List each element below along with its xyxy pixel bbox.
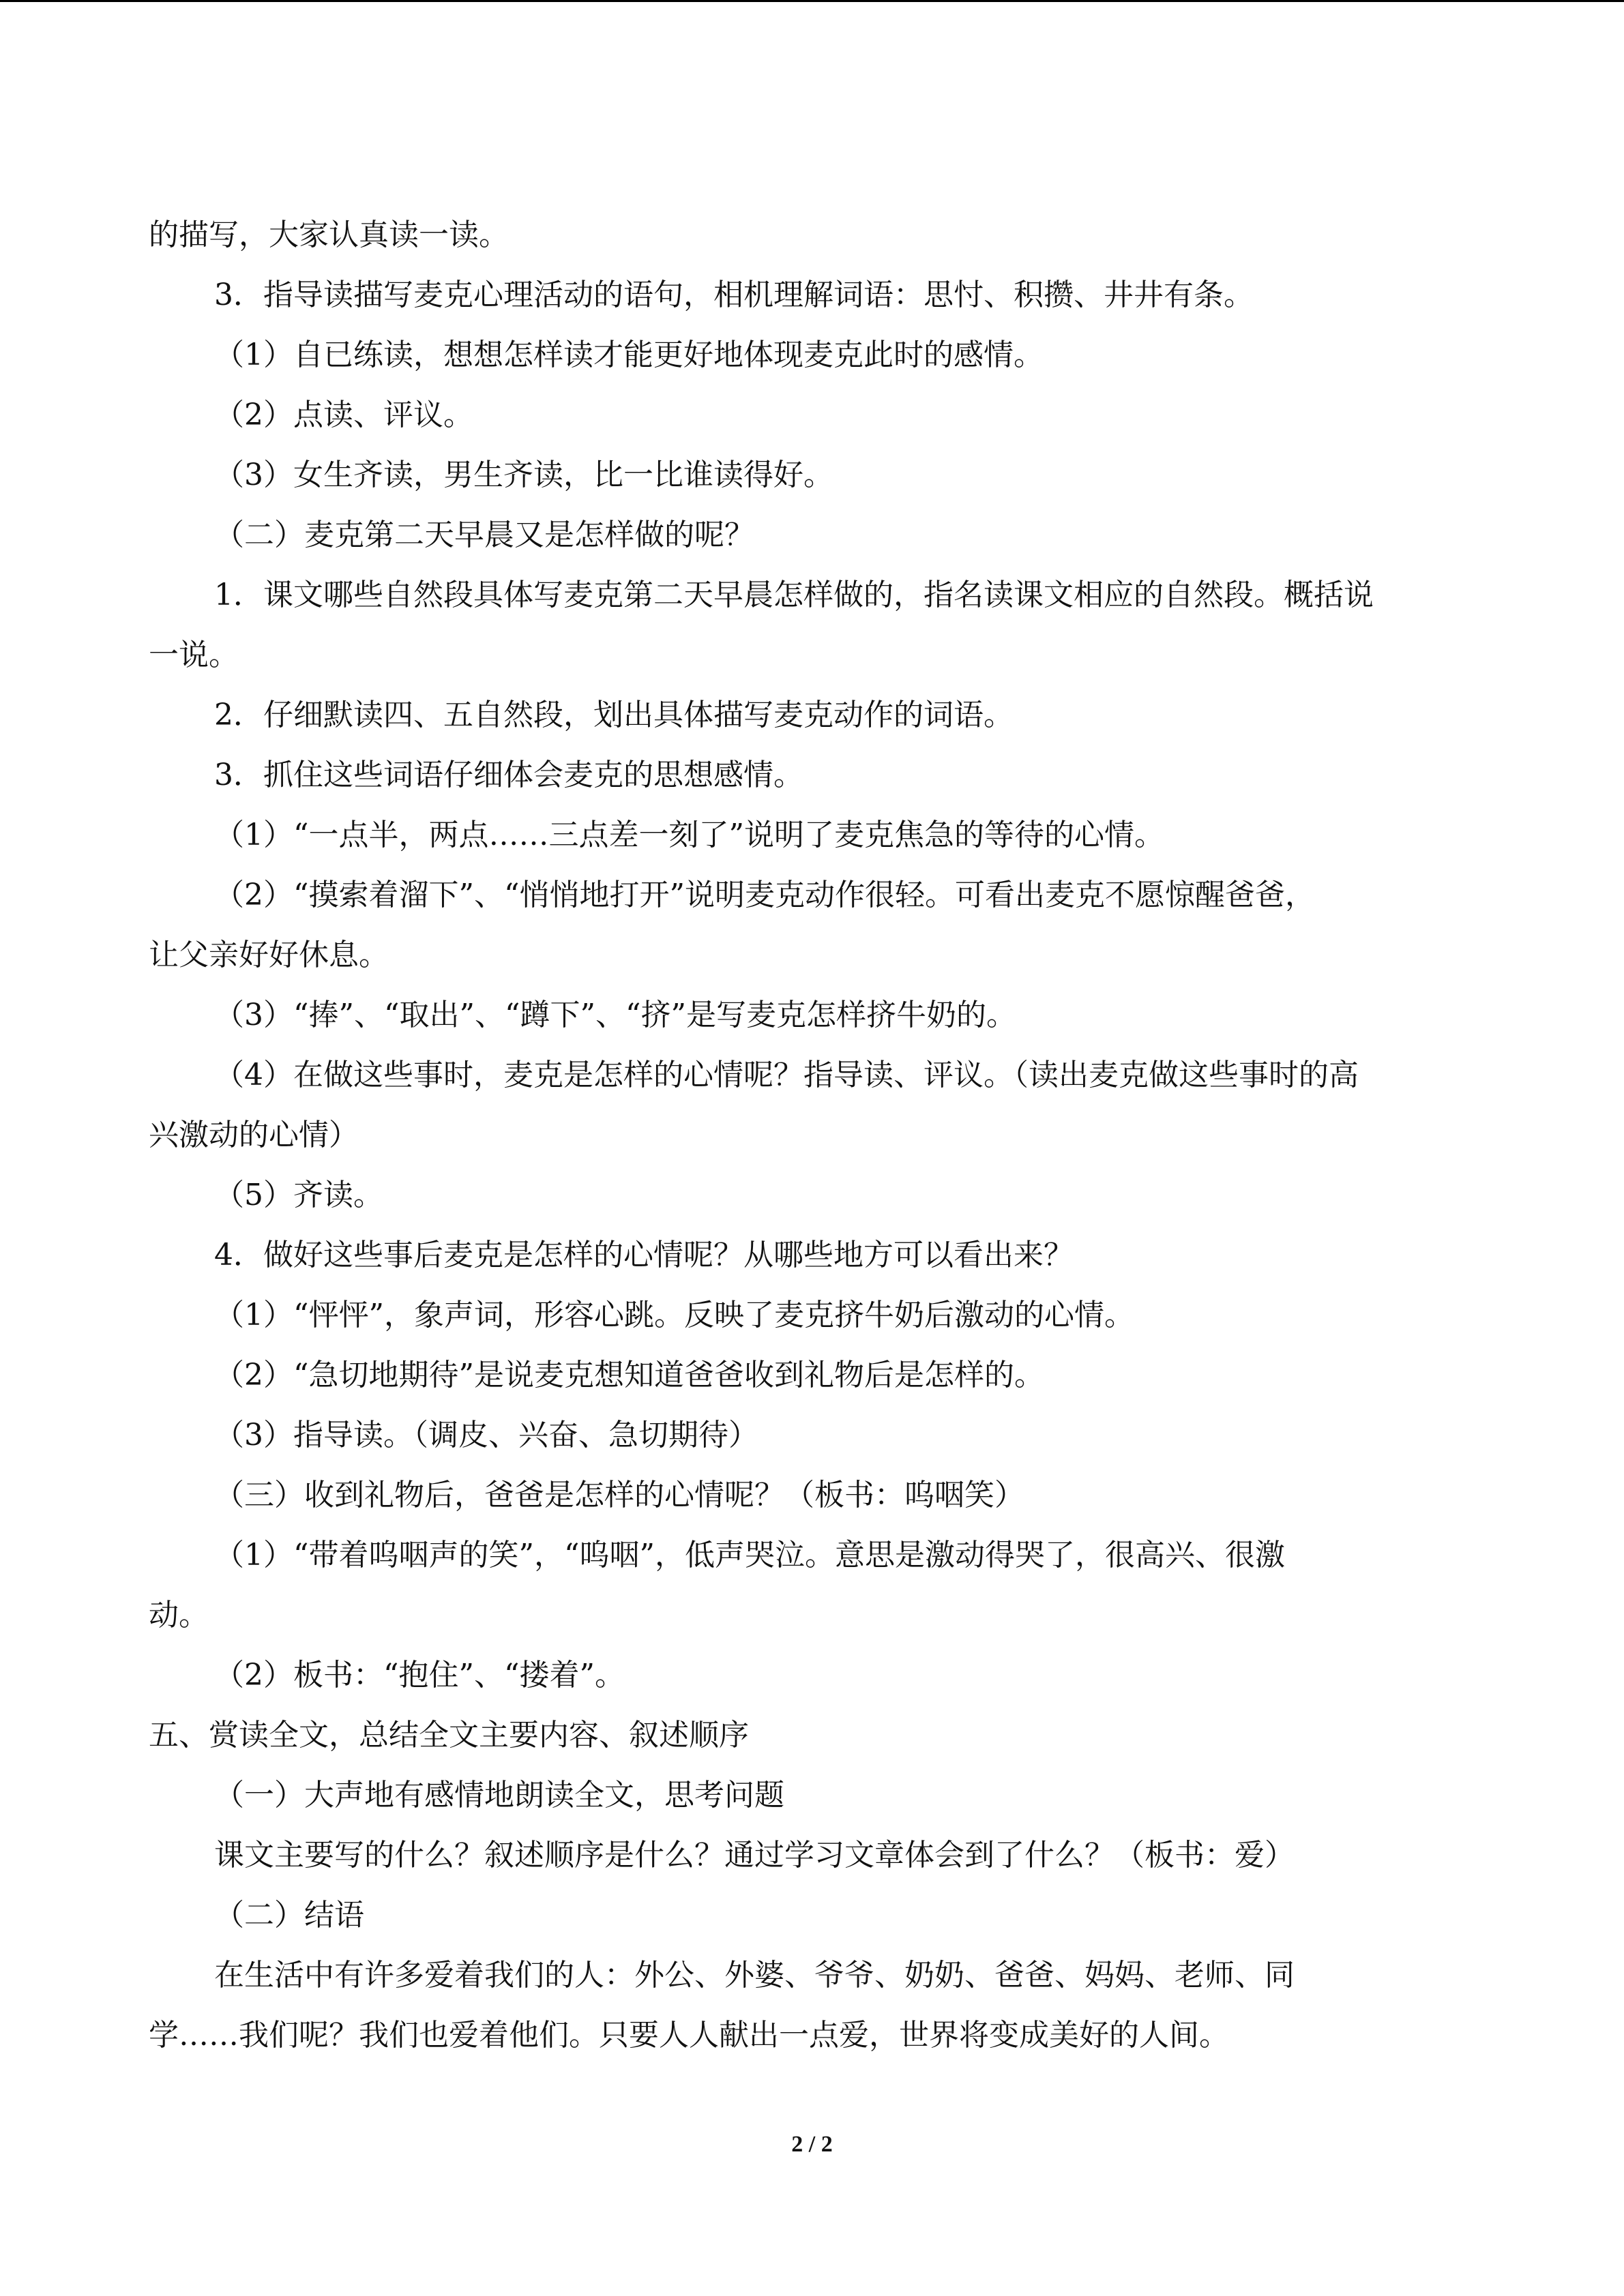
text-line: 2．仔细默读四、五自然段，划出具体描写麦克动作的词语。 <box>214 698 1014 732</box>
text-line: 3．抓住这些词语仔细体会麦克的思想感情。 <box>214 758 803 792</box>
text-line: 在生活中有许多爱着我们的人：外公、外婆、爷爷、奶奶、爸爸、妈妈、老师、同 <box>214 1958 1295 1993</box>
text-line: （2）“急切地期待”是说麦克想知道爸爸收到礼物后是怎样的。 <box>214 1358 1044 1392</box>
text-line: （1）“带着呜咽声的笑”，“呜咽”，低声哭泣。意思是激动得哭了，很高兴、很激 <box>214 1538 1285 1572</box>
text-line: （1）“一点半，两点……三点差一刻了”说明了麦克焦急的等待的心情。 <box>214 818 1164 852</box>
document-body <box>149 208 1475 2068</box>
text-line: （一）大声地有感情地朗读全文，思考问题 <box>214 1778 784 1813</box>
text-line: 动。 <box>149 1598 209 1632</box>
text-line: （2）点读、评议。 <box>214 398 473 432</box>
top-border-rule <box>0 0 1624 2</box>
text-line: 一说。 <box>149 638 239 672</box>
text-line: （三）收到礼物后，爸爸是怎样的心情呢？（板书：呜咽笑） <box>214 1478 1024 1512</box>
text-line: 4．做好这些事后麦克是怎样的心情呢？从哪些地方可以看出来？ <box>214 1238 1074 1272</box>
text-line: （二）结语 <box>214 1898 364 1933</box>
text-line: （1）“怦怦”，象声词，形容心跳。反映了麦克挤牛奶后激动的心情。 <box>214 1298 1134 1332</box>
text-line: 兴激动的心情） <box>149 1118 359 1152</box>
page-number: 2 / 2 <box>791 2132 833 2157</box>
text-line: 1．课文哪些自然段具体写麦克第二天早晨怎样做的，指名读课文相应的自然段。概括说 <box>214 578 1374 612</box>
text-line: （3）女生齐读，男生齐读，比一比谁读得好。 <box>214 458 833 492</box>
text-line: （5）齐读。 <box>214 1178 383 1212</box>
text-line: 3．指导读描写麦克心理活动的语句，相机理解词语：思忖、积攒、井井有条。 <box>214 278 1254 312</box>
text-line: （3）指导读。（调皮、兴奋、急切期待） <box>214 1418 758 1452</box>
text-line: 让父亲好好休息。 <box>149 938 389 972</box>
text-line: （4）在做这些事时，麦克是怎样的心情呢？指导读、评议。（读出麦克做这些事时的高 <box>214 1058 1359 1092</box>
section-heading: 五、赏读全文，总结全文主要内容、叙述顺序 <box>149 1718 749 1753</box>
text-line: （2）板书：“抱住”、“搂着”。 <box>214 1658 625 1693</box>
text-line: （3）“捧”、“取出”、“蹲下”、“挤”是写麦克怎样挤牛奶的。 <box>214 998 1016 1032</box>
text-line: （二）麦克第二天早晨又是怎样做的呢？ <box>214 518 754 552</box>
text-line: 课文主要写的什么？叙述顺序是什么？通过学习文章体会到了什么？（板书：爱） <box>214 1838 1295 1873</box>
text-line: 的描写，大家认真读一读。 <box>149 218 509 252</box>
text-line: （1）自已练读，想想怎样读才能更好地体现麦克此时的感情。 <box>214 338 1044 372</box>
text-line: （2）“摸索着溜下”、“悄悄地打开”说明麦克动作很轻。可看出麦克不愿惊醒爸爸， <box>214 878 1315 912</box>
text-line: 学……我们呢？我们也爱着他们。只要人人献出一点爱，世界将变成美好的人间。 <box>149 2018 1229 2053</box>
